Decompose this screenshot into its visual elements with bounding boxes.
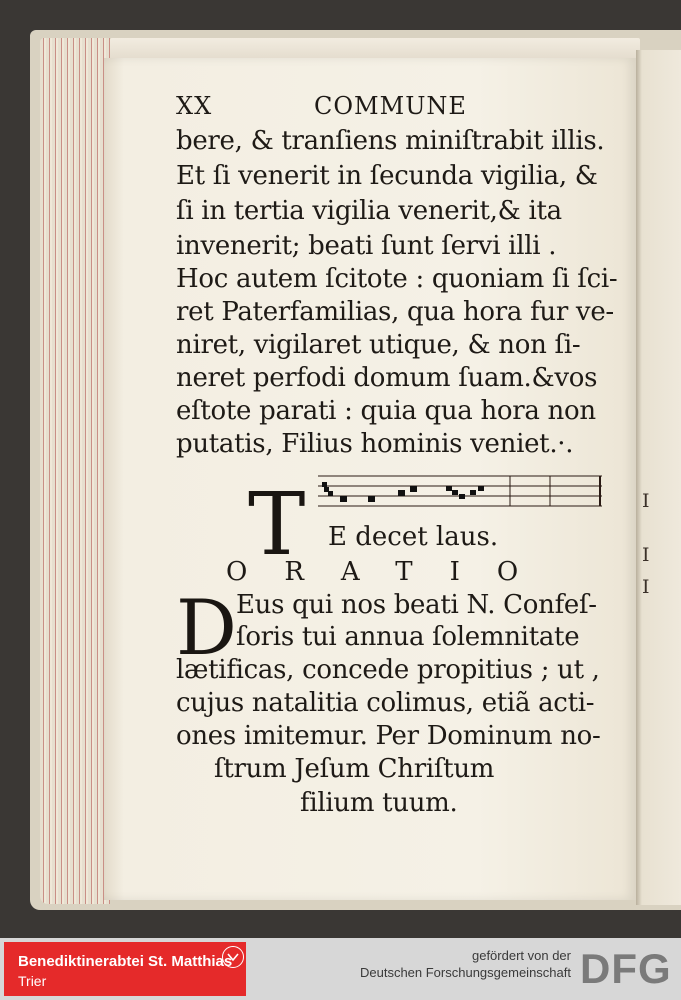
page-header (176, 92, 467, 120)
institution-badge[interactable] (4, 942, 246, 996)
chant-staff (318, 472, 602, 512)
text-line: invenerit; beati ſunt ſervi illi . (176, 231, 557, 261)
text-line: Hoc autem ſcitote : quoniam ſi ſci- (176, 264, 618, 294)
oratio-initial: D (176, 583, 237, 672)
seal-icon (222, 946, 244, 968)
text-line: ſi in tertia vigilia venerit,& ita (176, 196, 562, 226)
text-line: neret perfodi domum ſuam.&vos (176, 363, 598, 393)
adjacent-page-letter: I (642, 544, 650, 566)
dfg-logo[interactable]: DFG (580, 945, 672, 992)
folio-number: XX (176, 92, 213, 120)
text-line: lætificas, concede propitius ; ut , (176, 655, 600, 685)
text-line: niret, vigilaret utique, & non ſi- (176, 330, 581, 360)
adjacent-page-letter: I (642, 576, 650, 598)
chant-initial: T (248, 475, 306, 575)
page-edges (40, 38, 110, 904)
adjacent-page (636, 50, 681, 905)
text-line: putatis, Filius hominis veniet.·. (176, 429, 574, 459)
text-line: bere, & tranſiens miniſtrabit illis. (176, 126, 605, 156)
institution-city: Trier (18, 973, 47, 989)
text-line: Et ſi venerit in ſecunda vigilia, & (176, 161, 598, 191)
funder-text (360, 948, 571, 982)
oratio-heading: ORATIO (226, 557, 556, 587)
text-line: cujus natalitia colimus, etiã acti- (176, 688, 595, 718)
running-title: COMMUNE (314, 92, 467, 120)
text-line: ret Paterfamilias, qua hora fur ve- (176, 297, 614, 327)
chant-text: E decet laus. (328, 522, 499, 552)
funder-line: Deutschen Forschungsgemeinschaft (359, 965, 571, 980)
text-line: Eus qui nos beati N. Confeſ- (236, 590, 597, 620)
text-line: eſtote parati : quia qua hora non (176, 396, 596, 426)
adjacent-page-letter: I (642, 490, 650, 512)
text-line: ones imitemur. Per Dominum no- (176, 721, 601, 751)
funder-line: gefördert von der (471, 948, 571, 963)
text-line: ſoris tui annua ſolemnitate (236, 622, 580, 652)
institution-name: Benediktinerabtei St. Matthias (18, 953, 233, 970)
text-line: filium tuum. (300, 788, 458, 818)
text-line: ſtrum Jeſum Chriſtum (214, 754, 495, 784)
